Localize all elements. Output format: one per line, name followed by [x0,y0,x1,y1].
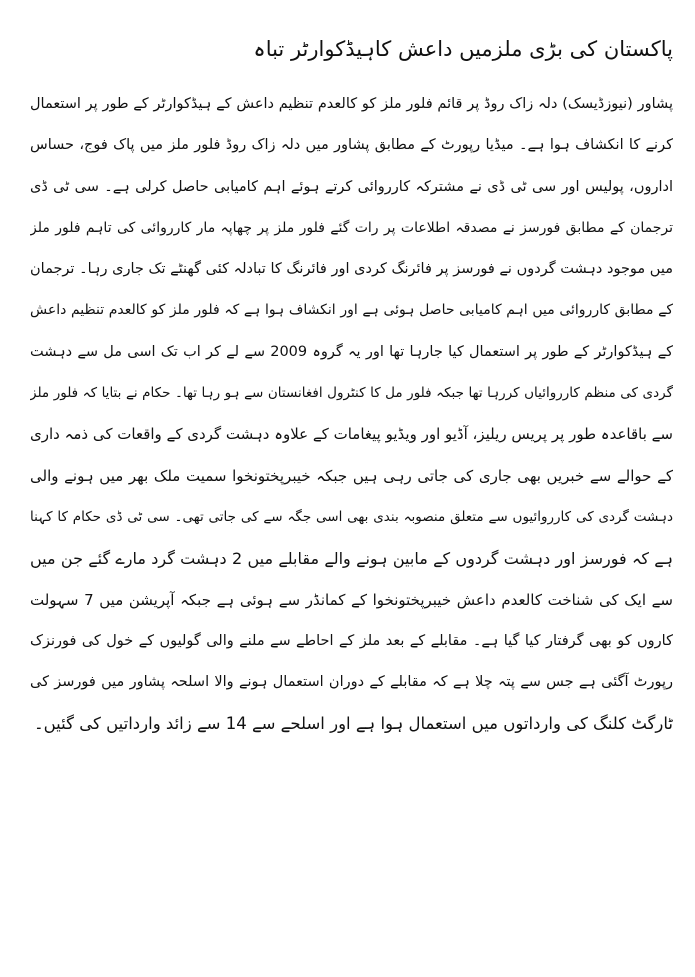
article-line: سے باقاعدہ طور پر پریس ریلیز، آڈیو اور ویڈیو پیغامات کے علاوہ دہشت گردی کے واقعات کی ذمہ داری [30,425,673,444]
article-line: دہشت گردی کی کارروائیوں سے متعلق منصوبہ بندی بھی اسی جگہ سے کی جاتی تھی۔ سی ٹی ڈی حکام کا کہنا [30,508,673,525]
article-body [30,84,673,745]
article-line: کے ہیڈکوارٹر کے طور پر استعمال کیا جارہا تھا اور یہ گروہ 2009 سے لے کر اب تک اسی مل سے دہشت [30,343,673,360]
article-line: گردی کی منظم کارروائیاں کررہا تھا جبکہ فلور مل کا کنٹرول افغانستان سے ہو رہا تھا۔ حکام نے بتایا کہ فلور ملز [30,385,673,402]
article-line: میں موجود دہشت گردوں نے فورسز پر فائرنگ کردی اور فائرنگ کا تبادلہ کئی گھنٹے تک جاری رہا۔ ترجمان [30,261,673,278]
article-line: ترجمان کے مطابق فورسز نے مصدقہ اطلاعات پر رات گئے فلور ملز پر چھاپہ مار کارروائی کی تاہم فلور ملز [30,219,673,236]
article-line: کاروں کو بھی گرفتار کیا گیا ہے۔ مقابلے کے بعد ملز کے احاطے سے ملنے والی گولیوں کے خول کی فورنزک [30,632,673,649]
article-line: کرنے کا انکشاف ہوا ہے۔ میڈیا رپورٹ کے مطابق پشاور میں دلہ زاک روڈ فلور ملز میں پاک فوج، حساس [30,137,673,154]
article-line: رپورٹ آگئی ہے جس سے پتہ چلا ہے کہ مقابلے کے دوران استعمال ہونے والا اسلحہ پشاور میں فورسز کی [30,674,673,691]
article-line: ٹارگٹ کلنگ کی وارداتوں میں استعمال ہوا ہے اور اسلحے سے 14 سے زائد وارداتیں کی گئیں۔ [33,714,673,734]
article-line: کے حوالے سے خبریں بھی جاری کی جاتی رہی ہیں جبکہ خیبرپختونخوا سمیت ملک بھر میں ہونے والی [30,466,673,485]
article-line: پشاور (نیوزڈیسک) دلہ زاک روڈ پر قائم فلور ملز کو کالعدم تنظیم داعش کے ہیڈکوارٹر کے طور پر استعمال [30,96,673,112]
article-title: پاکستان کی بڑی ملزمیں داعش کاہیڈکوارٹر تباہ [253,37,673,61]
article-line: سے ایک کی شناخت کالعدم داعش خیبرپختونخوا کے کمانڈر سے ہوئی ہے جبکہ آپریشن میں 7 سہولت [30,590,673,609]
article-line: اداروں، پولیس اور سی ٹی ڈی نے مشترکہ کارروائی کرتے ہوئے اہم کامیابی حاصل کرلی ہے۔ سی ٹی ڈی [30,178,673,195]
article-line: کے مطابق کارروائی میں اہم کامیابی حاصل ہوئی ہے اور انکشاف ہوا ہے کہ فلور ملز کو کالعدم تنظیم داعش [30,302,673,319]
article-line: ہے کہ فورسز اور دہشت گردوں کے مابین ہونے والے مقابلے میں 2 دہشت گرد مارے گئے جن میں [30,549,673,569]
